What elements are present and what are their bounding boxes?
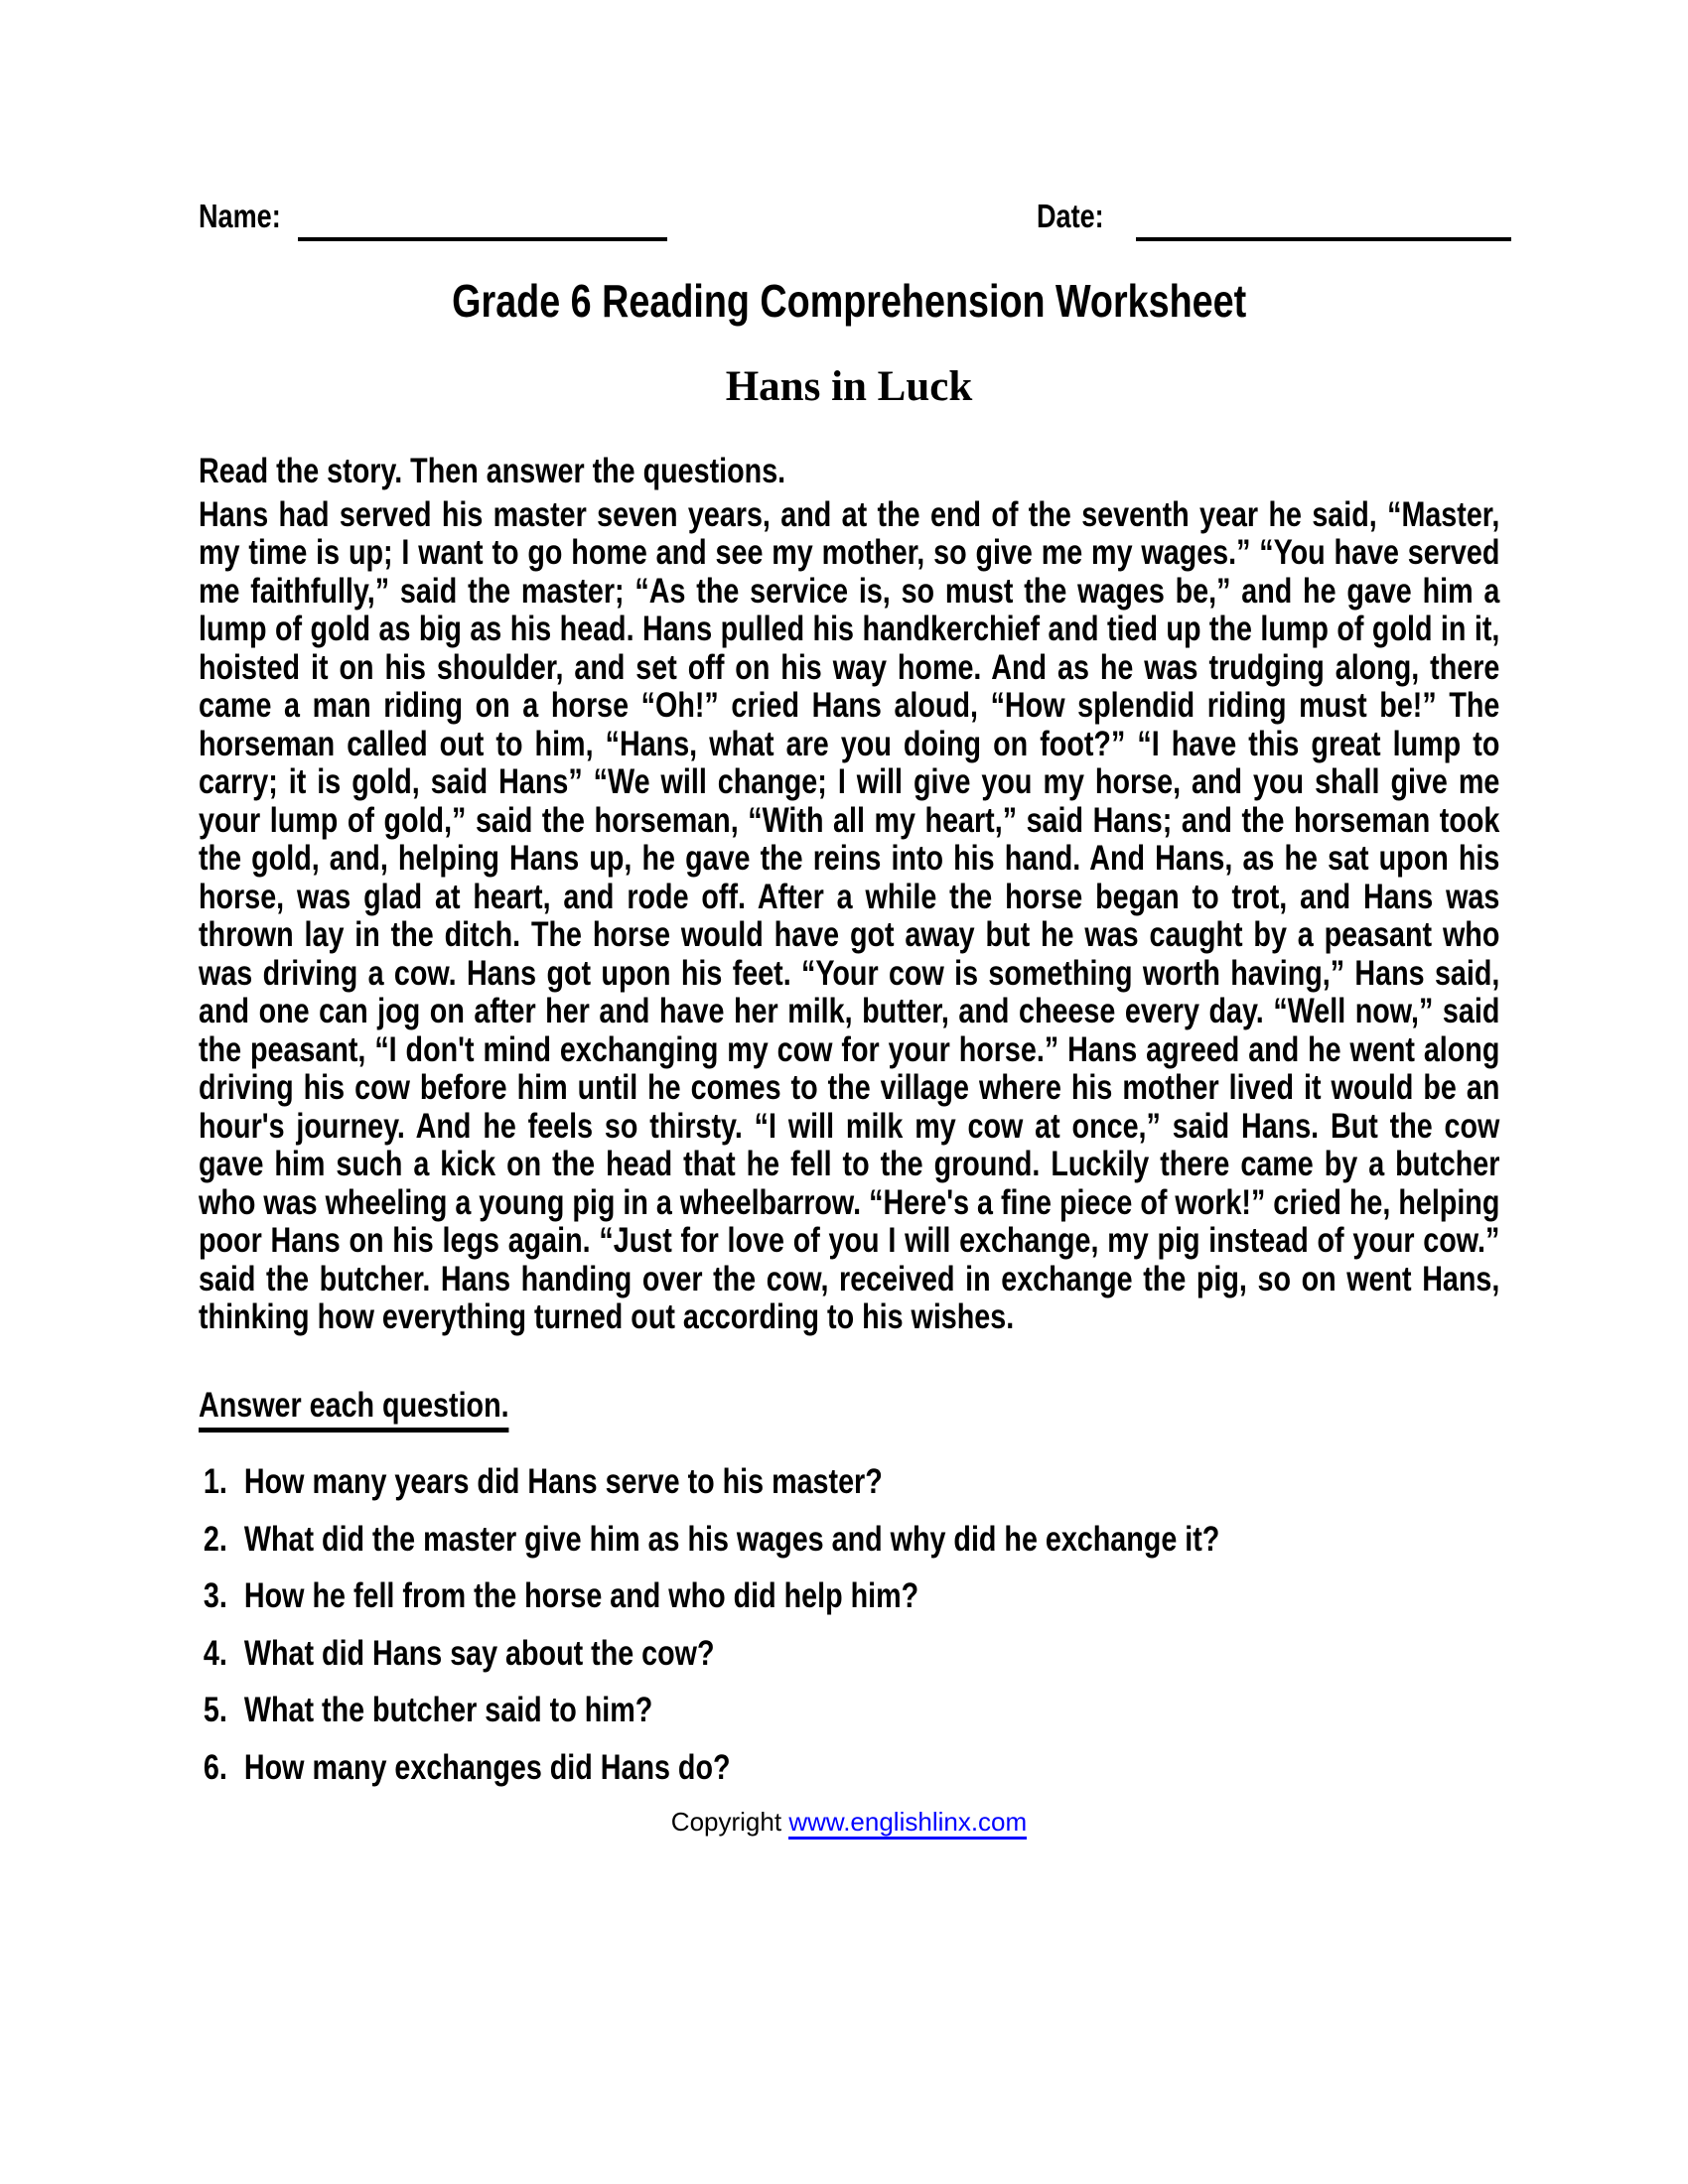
question-text: What did the master give him as his wages and why did he exchange it? — [243, 1519, 1220, 1559]
question-number: 6. — [203, 1747, 227, 1787]
date-label: Date: — [1037, 198, 1104, 234]
question-text: How he fell from the horse and who did help him? — [243, 1576, 919, 1615]
name-label-box — [199, 199, 290, 241]
question-text: How many years did Hans serve to his master? — [243, 1462, 883, 1501]
question-item — [199, 1521, 1499, 1560]
question-item — [199, 1577, 1499, 1616]
name-blank-line — [298, 202, 667, 241]
footer — [199, 1806, 1499, 1838]
date-blank-line — [1136, 202, 1511, 241]
header-row — [199, 199, 1499, 244]
question-text: What did Hans say about the cow? — [243, 1633, 715, 1673]
question-text: What the butcher said to him? — [243, 1691, 653, 1729]
copyright-link[interactable]: www.englishlinx.com — [788, 1807, 1027, 1840]
question-number: 3. — [203, 1576, 227, 1615]
question-number: 1. — [203, 1462, 227, 1501]
story-text: Hans had served his master seven years, and at the end of the seventh year he said, “Master, my time is up; I want to go home and see my mother, so give me my wages.” “You have served me faithfully,” said the master; “As the service is, so must the wages be,” and he gave him a lump of gold as big as his head. Hans pulled his handkerchief and tied up the lump of gold in it, hoisted it on his shoulder, and set off on his way home. And as he was trudging along, there came a man riding on a horse “Oh!” cried Hans aloud, “How splendid riding must be!” The horseman called out to him, “Hans, what are you doing on foot?” “I have this great lump to carry; it is gold, said Hans” “We will change; I will give you my horse, and you shall give me your lump of gold,” said the horseman, “With all my heart,” said Hans; and the horseman took the gold, and, helping Hans up, he gave the reins into his hand. And Hans, as he sat upon his horse, was glad at heart, and rode off. After a while the horse began to trot, and Hans was thrown lay in the ditch. The horse would have got away but he was caught by a peasant who was driving a cow. Hans got upon his feet. “Your cow is something worth having,” Hans said, and one can jog on after her and have her milk, butter, and cheese every day. “Well now,” said the peasant, “I don't mind exchanging my cow for your horse.” Hans agreed and he went along driving his cow before him until he comes to the village where his mother lived it would be an hour's journey. And he feels so thirsty. “I will milk my cow at once,” said Hans. But the cow gave him such a kick on the head that he fell to the ground. Luckily there came by a butcher who was wheeling a young pig in a wheelbarrow. “Here's a fine piece of work!” cried he, helping poor Hans on his legs again. “Just for love of you I will exchange, my pig instead of your cow.” said the butcher. Hans handing over the cow, received in exchange the pig, so on went Hans, thinking how everything turned out according to his wishes. — [199, 494, 1500, 1336]
worksheet-title: Grade 6 Reading Comprehension Worksheet — [452, 275, 1247, 327]
question-text: How many exchanges did Hans do? — [243, 1747, 731, 1787]
question-item — [199, 1635, 1499, 1674]
questions-heading: Answer each question. — [199, 1387, 509, 1433]
questions-list — [199, 1463, 1499, 1787]
question-item — [199, 1692, 1499, 1730]
story-title: Hans in Luck — [725, 363, 973, 410]
question-number: 4. — [203, 1633, 227, 1673]
instructions-line: Read the story. Then answer the questions. — [199, 452, 786, 490]
questions-heading-wrap — [199, 1387, 1499, 1433]
question-item — [199, 1463, 1499, 1502]
condensed-text-block — [199, 453, 1499, 1787]
date-field — [1037, 199, 1511, 241]
question-item — [199, 1749, 1499, 1788]
copyright-label: Copyright — [670, 1807, 782, 1837]
main-content — [199, 453, 1499, 1838]
date-label-box — [1037, 199, 1128, 241]
question-number: 2. — [203, 1519, 227, 1559]
question-number: 5. — [203, 1691, 227, 1729]
name-label: Name: — [199, 198, 281, 234]
